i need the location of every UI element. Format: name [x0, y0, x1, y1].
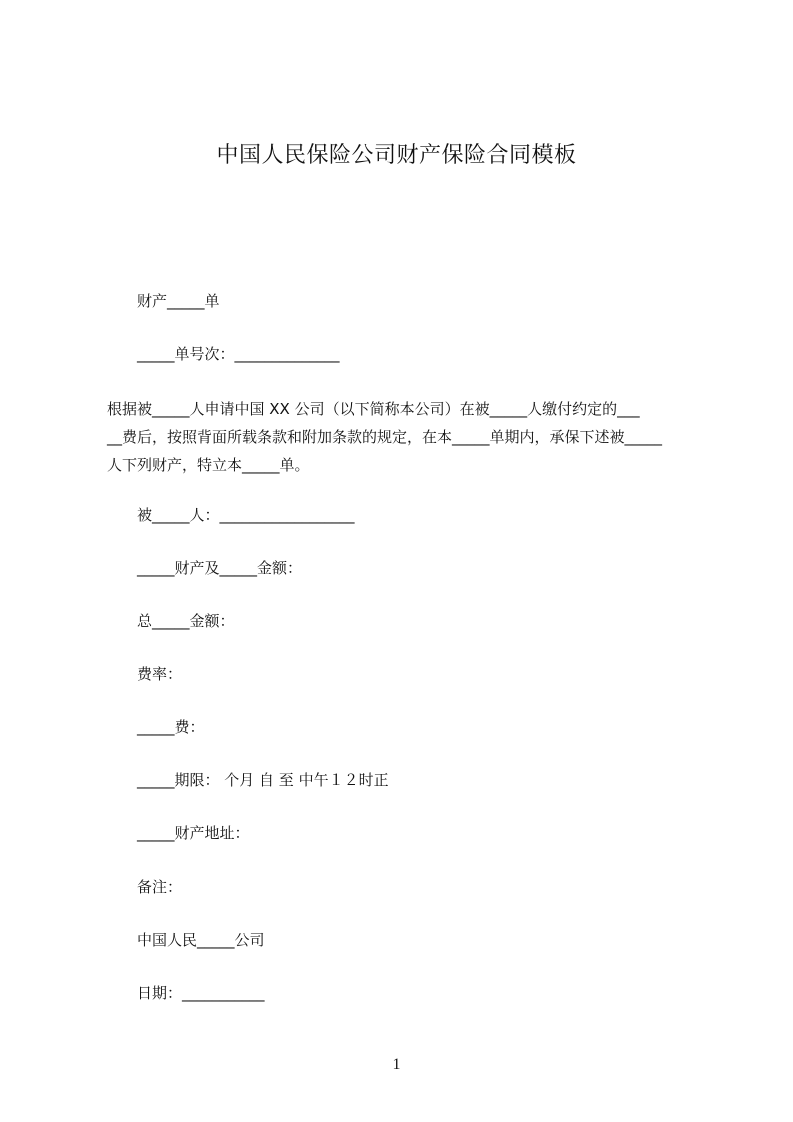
field-company: 中国人民_____公司: [137, 931, 265, 949]
field-property-and-amount: _____财产及_____金额：: [137, 559, 303, 577]
field-property-policy: 财产_____单: [137, 292, 220, 310]
field-property-address: _____财产地址：: [137, 824, 250, 842]
document-title: 中国人民保险公司财产保险合同模板: [216, 143, 577, 168]
preamble-line: 根据被_____人申请中国 XX 公司（以下简称本公司）在被_____人缴付约定的___: [107, 400, 640, 418]
preamble-line: 人下列财产，特立本_____单。: [107, 456, 310, 474]
field-period: _____期限： 个月 自 至 中午１２时正: [137, 771, 389, 789]
field-rate: 费率：: [137, 665, 183, 683]
preamble-line: __费后，按照背面所载条款和附加条款的规定，在本_____单期内，承保下述被_____: [107, 428, 663, 446]
field-insured: 被_____人：__________________: [137, 506, 355, 524]
field-total-amount: 总_____金额：: [137, 612, 235, 630]
field-premium: _____费：: [137, 718, 205, 736]
field-remarks: 备注：: [137, 878, 183, 896]
preamble-paragraph: [107, 395, 700, 479]
page-number: 1: [392, 1056, 401, 1073]
field-policy-number: _____单号次：______________: [137, 345, 340, 363]
field-date: 日期：___________: [137, 984, 265, 1002]
